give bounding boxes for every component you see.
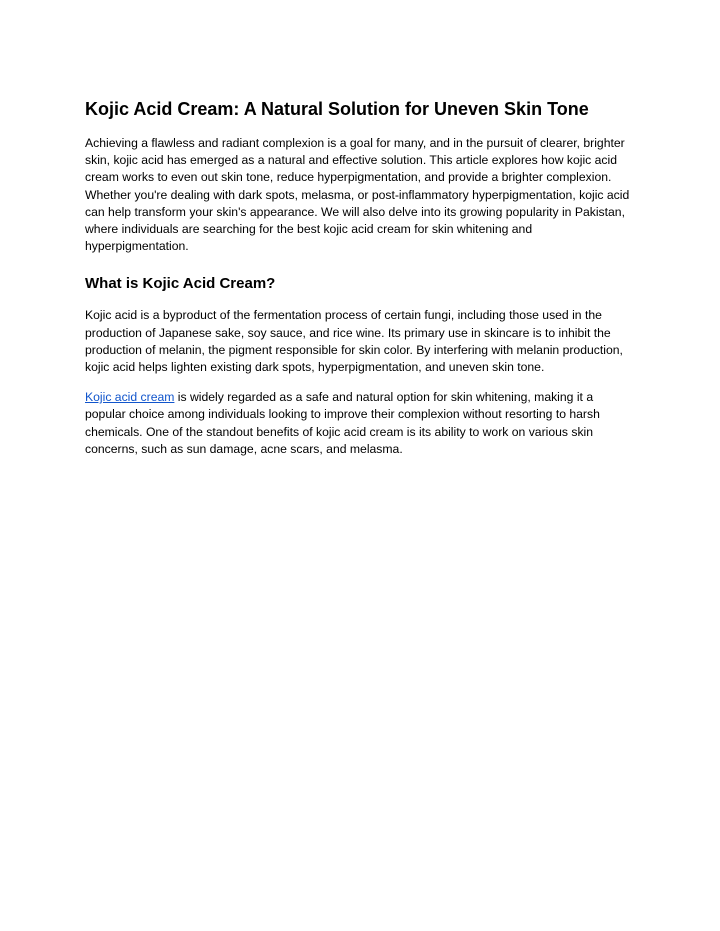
intro-paragraph: Achieving a flawless and radiant complexion is a goal for many, and in the pursuit of clearer, brighter skin, kojic acid has emerged as a natural and effective solution. This article explores how kojic acid cream works to even out skin tone, reduce hyperpigmentation, and provide a brighter complexion. Whether you're dealing with dark spots, melasma, or post-inflammatory hyperpigmentation, kojic acid can help transform your skin's appearance. We will also delve into its growing popularity in Pakistan, where individuals are searching for the best kojic acid cream for skin whitening and hyperpigmentation.	[85, 136, 630, 254]
section-paragraph-2-text: is widely regarded as a safe and natural option for skin whitening, making it a popular choice among individuals looking to improve their complexion without resorting to harsh chemicals. One of the standout benefits of kojic acid cream is its ability to work on various skin concerns, such as sun damage, acne scars, and melasma.	[85, 390, 600, 456]
section-paragraph-1: Kojic acid is a byproduct of the fermentation process of certain fungi, including those used in the production of Japanese sake, soy sauce, and rice wine. Its primary use in skincare is to inhibit the production of melanin, the pigment responsible for skin color. By interfering with melanin production, kojic acid helps lighten existing dark spots, hyperpigmentation, and uneven skin tone.	[85, 308, 623, 375]
section-paragraph-2	[85, 389, 635, 458]
document-page	[85, 98, 635, 458]
article-title: Kojic Acid Cream: A Natural Solution for Uneven Skin Tone	[85, 99, 589, 119]
kojic-acid-cream-link[interactable]: Kojic acid cream	[85, 390, 175, 405]
section-heading: What is Kojic Acid Cream?	[85, 275, 276, 293]
